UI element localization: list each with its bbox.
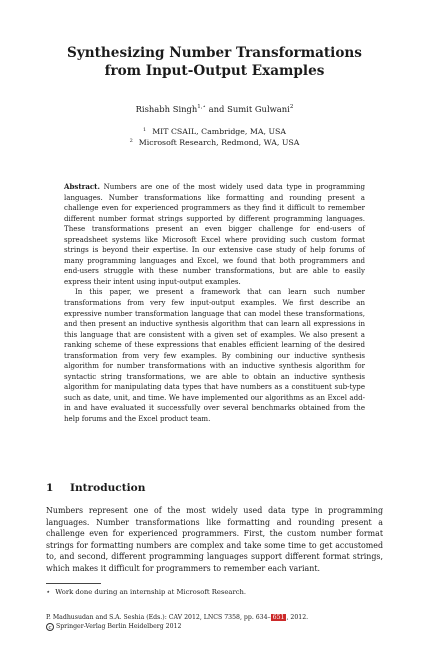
footnote-rule [46, 583, 101, 584]
publication-line-2 [46, 622, 308, 631]
publication-info [46, 613, 308, 631]
affiliation-text: MIT CSAIL, Cambridge, MA, USA [152, 127, 286, 136]
publication-line-1 [46, 613, 308, 622]
author-superscript: 1,⋆ [197, 104, 206, 110]
affiliation-2 [0, 138, 429, 147]
abstract-paragraph-1 [64, 182, 365, 287]
abstract [64, 182, 365, 425]
footnote-text: Work done during an internship at Microsoft Research. [55, 588, 247, 596]
author-superscript: 2 [289, 104, 294, 110]
publication-citation: P. Madhusudan and S.A. Seshia (Eds.): CAV 2012, LNCS 7358, pp. 634– [46, 614, 271, 621]
section-number: 1 [46, 482, 54, 494]
paper-title-line-1: Synthesizing Number Transformations [67, 45, 362, 61]
affiliation-1 [0, 127, 429, 136]
author-line [0, 104, 429, 114]
author-connector: and [208, 104, 225, 114]
section-title: Introduction [70, 482, 146, 494]
copyright-text: Springer-Verlag Berlin Heidelberg 2012 [55, 623, 182, 630]
author-name: Sumit Gulwani [227, 104, 290, 114]
footnote [46, 588, 246, 596]
author-name: Rishabh Singh [135, 104, 198, 114]
paper-title-line-2: from Input-Output Examples [104, 63, 325, 79]
publication-year: , 2012. [286, 614, 309, 621]
abstract-text: Numbers are one of the most widely used data type in programming languages. Number transformations like formatting and rounding present a challenge even for experienced programmers as they find it difficult to remember different number format strings supported by different programming languages. These transformations present an even bigger challenge for end-users of spreadsheet systems like Microsoft Excel where providing such custom format strings is beyond their expertise. In our extensive case study of help forums of many programming languages and Excel, we found that both programmers and end-users struggle with these number transformations, but are able to easily express their intent using input-output examples. [64, 182, 366, 286]
affiliation-text: Microsoft Research, Redmond, WA, USA [138, 138, 300, 147]
copyright-icon: c [46, 623, 54, 631]
abstract-paragraph-2: In this paper, we present a framework that can learn such number transformations from very few input-output examples. We first describe an expressive number transformation language that can model these transformations, and then present an inductive synthesis algorithm that can learn all expressions in this language that are consistent with a given set of examples. We also present a ranking scheme of these expressions that enables efficient learning of the desired transformation from very few examples. By combining our inductive synthesis algorithm for number transformations with an inductive synthesis algorithm for syntactic string transformations, we are able to obtain an inductive synthesis algorithm for manipulating data types that have numbers as a constituent sub-type such as date, unit, and time. We have implemented our algorithms as an Excel add-in and have evaluated it successfully over several benchmarks obtained from the help forums and the Excel product team. [64, 287, 365, 424]
section-heading [46, 482, 145, 494]
abstract-label: Abstract. [64, 182, 100, 191]
affiliation-number: 2 [129, 138, 133, 144]
affiliation-number: 1 [143, 127, 147, 133]
intro-paragraph: Numbers represent one of the most widely used data type in programming languages. Number transformations like formatting and rounding present a challenge even for experienced programmers. First, the custom number format strings for formatting numbers are complex and take some time to get accustomed to, and second, different programming languages support different format strings, which makes it difficult for programmers to remember each variant. [46, 506, 383, 573]
highlighted-page-number: 651 [272, 614, 285, 621]
footnote-marker: ⋆ [46, 588, 51, 596]
